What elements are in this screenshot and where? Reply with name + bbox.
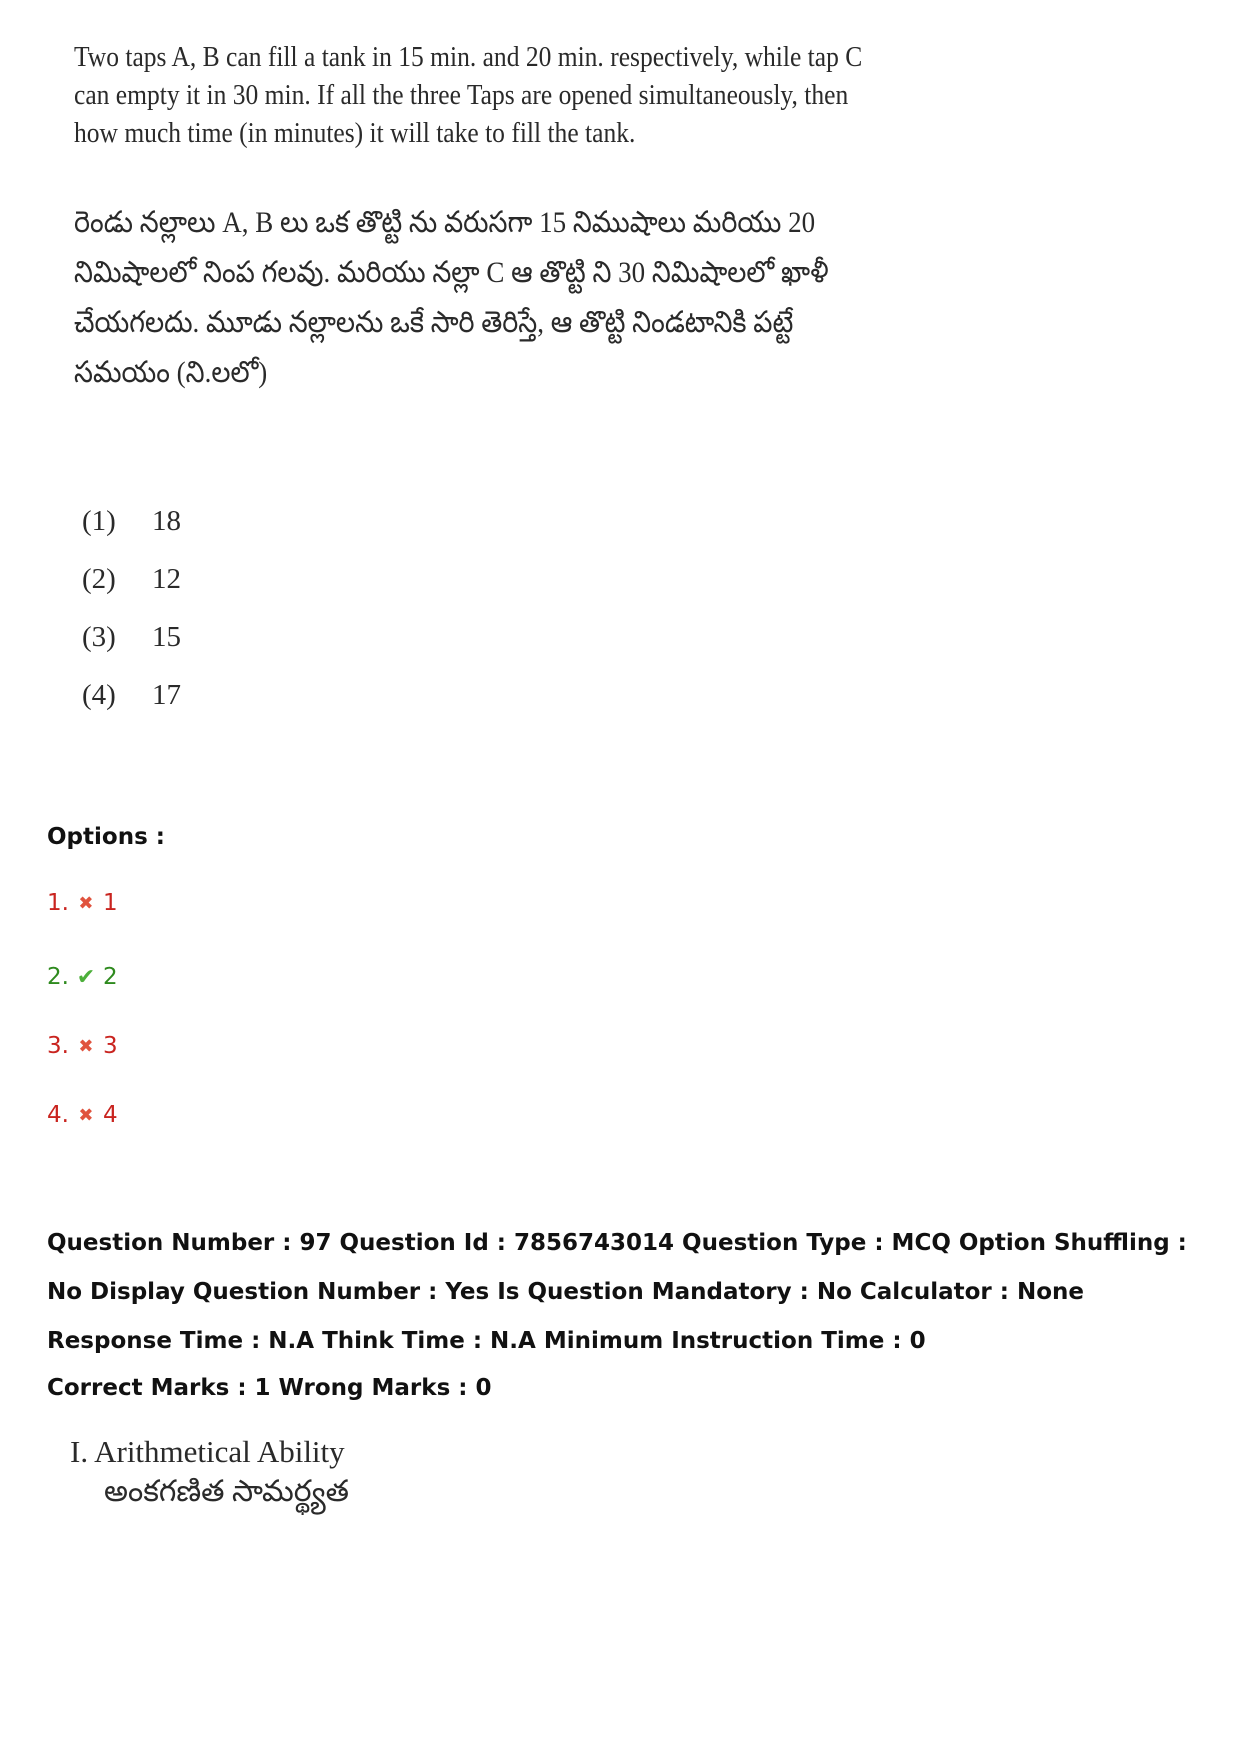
question-line-telugu: చేయగలదు. మూడు నల్లాలను ఒకే సారి తెరిస్తే, ఆ తొట్టి నిండటానికి పట్టే	[74, 306, 794, 339]
cross-icon: ✖	[78, 1104, 94, 1126]
answer-choices	[82, 505, 181, 737]
option-index: 3.	[47, 1033, 69, 1059]
choice-item	[82, 563, 181, 621]
choice-item	[82, 621, 181, 679]
choice-value: 12	[152, 563, 181, 595]
option-2	[47, 964, 118, 990]
question-line-telugu: రెండు నల్లాలు A, B లు ఒక తొట్టి ను వరుసగా 15 నిముషాలు మరియు 20	[74, 206, 816, 239]
question-line: can empty it in 30 min. If all the three Taps are opened simultaneously, then	[74, 79, 849, 111]
choice-number: (3)	[82, 621, 116, 653]
question-line-telugu: సమయం (ని.లలో)	[74, 356, 268, 389]
question-line: how much time (in minutes) it will take to fill the tank.	[74, 117, 636, 149]
question-line: Two taps A, B can fill a tank in 15 min. and 20 min. respectively, while tap C	[74, 41, 863, 73]
question-metadata: Question Number : 97 Question Id : 7856743014 Question Type : MCQ Option Shuffling : No Display Question Number : Yes Is Question Mandatory : No Calculator : None Response Time : N.A Think Time : N.A Minimum Instruction Time : 0	[47, 1230, 1187, 1354]
option-value: 1	[102, 890, 118, 916]
option-value: 2	[102, 964, 118, 990]
option-index: 1.	[47, 890, 69, 916]
marks-info: Correct Marks : 1 Wrong Marks : 0	[47, 1375, 492, 1401]
section-title-telugu: అంకగణిత సామర్థ్యత	[104, 1475, 349, 1508]
option-index: 4.	[47, 1102, 69, 1128]
check-icon: ✔	[76, 964, 96, 990]
cross-icon: ✖	[78, 892, 94, 914]
question-text-english	[74, 38, 901, 152]
question-text-telugu	[74, 198, 884, 398]
choice-number: (4)	[82, 679, 116, 711]
section-heading	[70, 1432, 349, 1512]
choice-value: 18	[152, 505, 181, 537]
choice-value: 15	[152, 621, 181, 653]
options-title: Options :	[47, 824, 165, 850]
option-3	[47, 1033, 118, 1059]
option-4	[47, 1102, 118, 1128]
choice-number: (1)	[82, 505, 116, 537]
choice-item	[82, 505, 181, 563]
option-1	[47, 890, 118, 916]
cross-icon: ✖	[78, 1035, 94, 1057]
option-index: 2.	[47, 964, 69, 990]
option-value: 3	[102, 1033, 118, 1059]
option-value: 4	[102, 1102, 118, 1128]
section-title-english: I. Arithmetical Ability	[70, 1434, 345, 1469]
choice-item	[82, 679, 181, 737]
choice-number: (2)	[82, 563, 116, 595]
choice-value: 17	[152, 679, 181, 711]
question-line-telugu: నిమిషాలలో నింప గలవు. మరియు నల్లా C ఆ తొట్టి ని 30 నిమిషాలలో ఖాళీ	[74, 256, 829, 289]
